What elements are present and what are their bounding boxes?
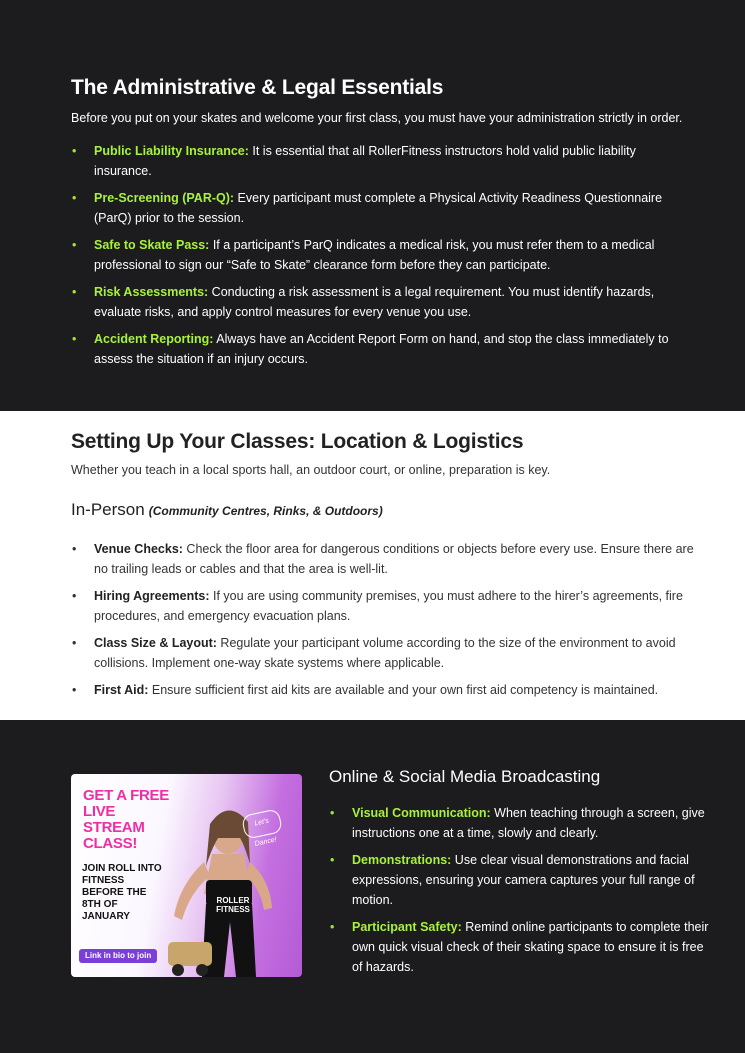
item-label: Safe to Skate Pass:: [94, 238, 210, 252]
item-text: When teaching through a screen, give instructions one at a time, slowly and clearly.: [352, 806, 705, 840]
item-label: Accident Reporting:: [94, 332, 214, 346]
bullet-icon: •: [330, 920, 335, 934]
list-item: [329, 803, 709, 843]
item-label: Public Liability Insurance:: [94, 144, 249, 158]
item-label: Participant Safety:: [352, 920, 462, 934]
subheading-title: In-Person: [71, 500, 145, 519]
online-list: [329, 803, 709, 977]
list-item: [71, 141, 685, 181]
bullet-icon: •: [72, 191, 77, 205]
admin-heading: The Administrative & Legal Essentials: [71, 76, 444, 99]
in-person-subheading: [71, 499, 705, 522]
item-label: Risk Assessments:: [94, 285, 209, 299]
promo-sticker: Let's Dance!: [241, 808, 283, 839]
online-section: [0, 720, 745, 1053]
item-text: Check the floor area for dangerous conditions or objects before every use. Ensure there are no trailing leads or cables and that the area is well-lit.: [94, 542, 694, 576]
item-text: Always have an Accident Report Form on hand, and stop the class immediately to assess the situation if an injury occurs.: [94, 332, 669, 366]
admin-list: [71, 141, 685, 369]
promo-headline: GET A FREE LIVE STREAM CLASS!: [83, 787, 169, 852]
bullet-icon: •: [72, 285, 77, 299]
item-label: Demonstrations:: [352, 853, 452, 867]
bullet-icon: •: [72, 144, 77, 158]
item-text: Ensure sufficient first aid kits are available and your own first aid competency is maintained.: [148, 683, 659, 697]
item-text: Every participant must complete a Physical Activity Readiness Questionnaire (ParQ) prior to the session.: [94, 191, 663, 225]
setup-section: [0, 411, 745, 720]
bullet-icon: •: [330, 806, 335, 820]
item-label: Visual Communication:: [352, 806, 491, 820]
bullet-icon: •: [72, 332, 77, 346]
bullet-icon: •: [72, 238, 77, 252]
list-item: [71, 633, 705, 673]
item-text: If you are using community premises, you must adhere to the hirer’s agreements, fire procedures, and emergency evacuation plans.: [94, 589, 683, 623]
item-text: Regulate your participant volume according to the size of the environment to avoid collisions. Implement one-way skate systems where applicable.: [94, 636, 676, 670]
list-item: [329, 917, 709, 977]
list-item: [71, 188, 685, 228]
list-item: [71, 329, 685, 369]
setup-list: [71, 539, 705, 700]
bullet-icon: •: [72, 589, 77, 603]
admin-section: [0, 0, 745, 411]
subheading-note: (Community Centres, Rinks, & Outdoors): [148, 504, 383, 518]
bullet-icon: •: [72, 636, 77, 650]
list-item: [71, 680, 705, 700]
list-item: [71, 282, 685, 322]
item-text: Conducting a risk assessment is a legal requirement. You must identify hazards, evaluate risks, and apply control measures for every venue you use.: [94, 285, 655, 319]
item-text: It is essential that all RollerFitness instructors hold valid public liability insurance.: [94, 144, 636, 178]
setup-heading: Setting Up Your Classes: Location & Logistics: [71, 430, 524, 453]
bullet-icon: •: [72, 683, 77, 697]
promo-image: [71, 774, 302, 977]
item-label: Venue Checks:: [94, 542, 183, 556]
online-heading: Online & Social Media Broadcasting: [329, 767, 601, 786]
item-label: First Aid:: [94, 683, 149, 697]
promo-body: JOIN ROLL INTO FITNESS BEFORE THE 8TH OF JANUARY: [82, 863, 162, 922]
item-text: Use clear visual demonstrations and facial expressions, ensuring your camera captures your full range of motion.: [352, 853, 695, 907]
admin-intro: Before you put on your skates and welcome your first class, you must have your administration strictly in order.: [71, 111, 683, 125]
list-item: [71, 539, 705, 579]
list-item: [71, 586, 705, 626]
setup-intro: Whether you teach in a local sports hall, an outdoor court, or online, preparation is key.: [71, 463, 551, 477]
item-label: Class Size & Layout:: [94, 636, 217, 650]
list-item: [329, 850, 709, 910]
shirt-logo: ROLLER FITNESS: [216, 896, 250, 914]
item-label: Pre-Screening (PAR-Q):: [94, 191, 235, 205]
promo-link-pill: Link in bio to join: [79, 949, 157, 963]
item-text: Remind online participants to complete their own quick visual check of their skating space to ensure it is free of hazards.: [352, 920, 709, 974]
bullet-icon: •: [330, 853, 335, 867]
online-content: [329, 766, 709, 984]
list-item: [71, 235, 685, 275]
item-label: Hiring Agreements:: [94, 589, 210, 603]
item-text: If a participant’s ParQ indicates a medical risk, you must refer them to a medical professional to sign our “Safe to Skate” clearance form before they can participate.: [94, 238, 655, 272]
bullet-icon: •: [72, 542, 77, 556]
